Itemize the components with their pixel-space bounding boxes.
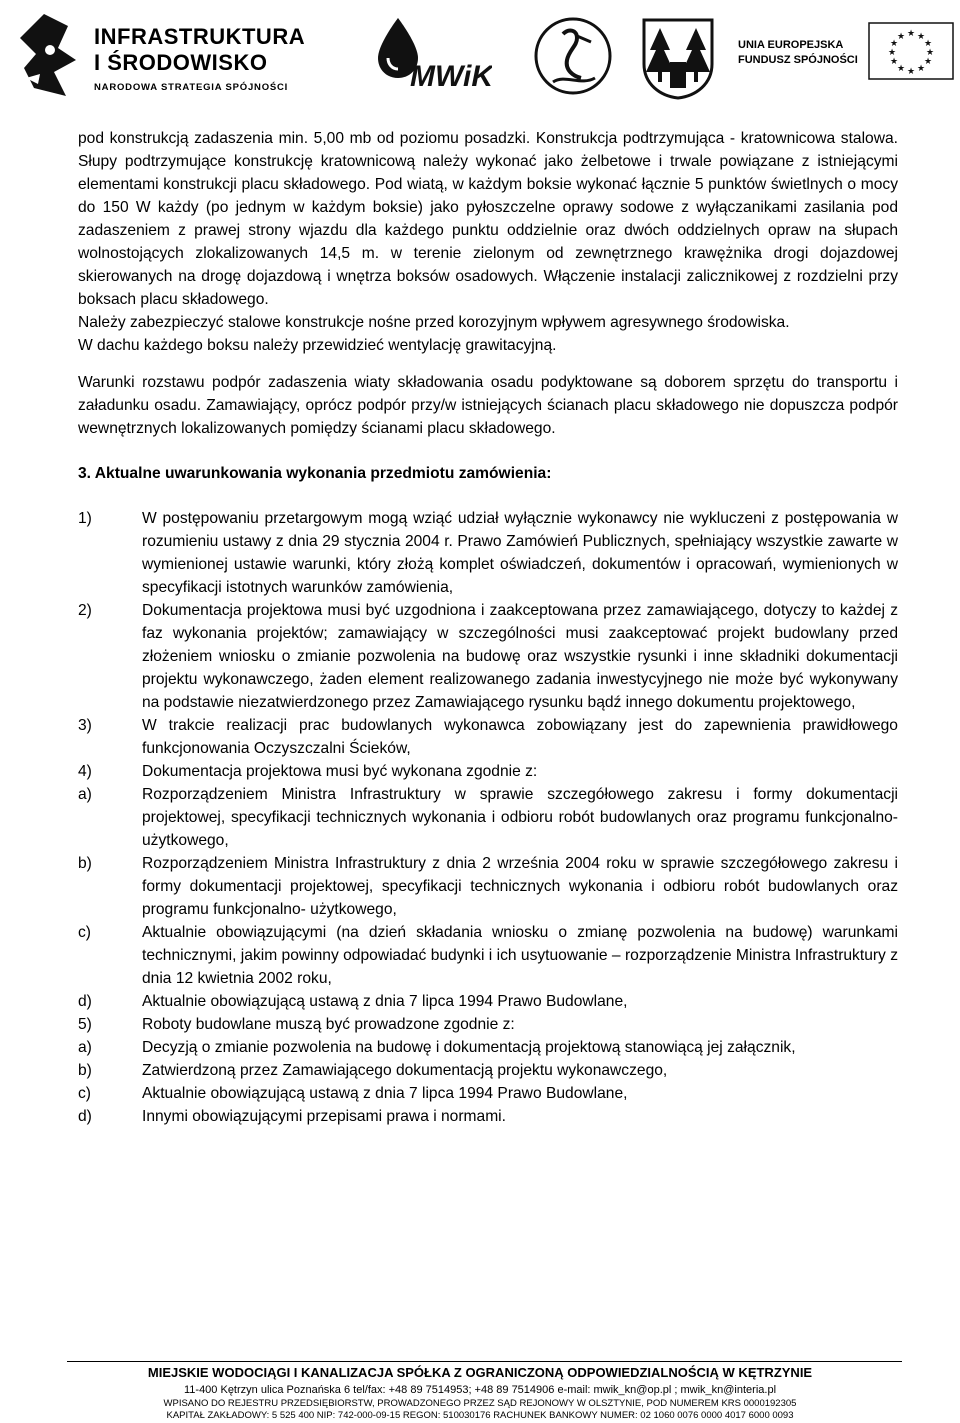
logo-line-2: I ŚRODOWISKO	[94, 50, 268, 75]
list-item-label: b)	[78, 1062, 92, 1079]
list-item-text: Aktualnie obowiązującymi (na dzień składania wniosku o zmianę pozwolenia na budowę) warunkami technicznymi, jakim powinny odpowiadać budynki i ich usytuowanie – rozporządzenie Ministra Infrastruktury z dnia 12 kwietnia 2002 roku,	[142, 924, 898, 987]
svg-text:★: ★	[916, 64, 926, 74]
footer-company-name: MIEJSKIE WODOCIĄGI I KANALIZACJA SPÓŁKA Z OGRANICZONĄ ODPOWIEDZIALNOŚCIĄ W KĘTRZYNIE	[147, 1365, 813, 1380]
list-item-label: 2)	[78, 602, 92, 619]
logo-line-1: INFRASTRUKTURA	[94, 24, 306, 49]
list-item	[78, 1082, 898, 1105]
svg-text:★: ★	[925, 48, 935, 58]
list-item-text: W trakcie realizacji prac budowlanych wykonawca zobowiązany jest do zapewnienia prawidłowego funkcjonowania Oczyszczalni Ścieków,	[142, 717, 898, 757]
eu-logo-line-2: FUNDUSZ SPÓJNOŚCI	[738, 54, 858, 66]
section-number: 3.	[78, 465, 92, 482]
svg-text:★: ★	[923, 57, 933, 67]
svg-text:★: ★	[923, 39, 933, 49]
logo-line-3: NARODOWA STRATEGIA SPÓJNOŚCI	[94, 82, 289, 93]
stork-icon	[533, 16, 613, 96]
list-item-text: Dokumentacja projektowa musi być wykonana zgodnie z:	[142, 763, 538, 780]
mwik-drop-icon	[372, 14, 492, 94]
list-item-label: b)	[78, 855, 92, 872]
list-item	[78, 990, 898, 1013]
paragraph-ventilation: W dachu każdego boksu należy przewidzieć wentylację grawitacyjną.	[78, 337, 557, 354]
document-body	[78, 127, 898, 1128]
list-item	[78, 507, 898, 599]
svg-text:★: ★	[916, 32, 926, 42]
list-item-label: a)	[78, 1039, 92, 1056]
list-item-text: W postępowaniu przetargowym mogą wziąć udział wyłącznie wykonawcy nie wykluczeni z postępowania w rozumieniu ustawy z dnia 29 stycznia 2004 r. Prawo Zamówień Publicznych, spełniający wszystkie zawarte w wymienionej ustawie warunki, który złożą komplet oświadczeń, dokumentów i opracowań, wymienionych w specyfikacji istotnych warunków zamówienia,	[142, 510, 898, 596]
list-item-text: Rozporządzeniem Ministra Infrastruktury w sprawie szczegółowego zakresu i formy dokumentacji projektowej, specyfikacji technicznych wykonania i odbioru robót budowlanych oraz programu funkcjonalno- użytkowego,	[142, 786, 898, 849]
footer-divider	[67, 1361, 902, 1362]
list-item	[78, 1059, 898, 1082]
list-item-text: Zatwierdzoną przez Zamawiającego dokumentacją projektu wykonawczego,	[142, 1062, 668, 1079]
town-crest	[640, 16, 716, 100]
conditions-list	[78, 507, 898, 1128]
list-item-text: Aktualnie obowiązującą ustawą z dnia 7 lipca 1994 Prawo Budowlane,	[142, 1085, 628, 1102]
list-item-label: a)	[78, 786, 92, 803]
list-item-text: Decyzją o zmianie pozwolenia na budowę i dokumentacją projektową stanowiącą jej załącznik,	[142, 1039, 796, 1056]
footer-capital: KAPITAŁ ZAKŁADOWY: 5 525 400 NIP: 742-000-09-15 REGON: 510030176 RACHUNEK BANKOWY NUMER: 02 1060 0076 0000 4017 6000 0093	[166, 1410, 794, 1421]
list-item-text: Innymi obowiązującymi przepisami prawa i normami.	[142, 1108, 506, 1125]
list-item-label: d)	[78, 1108, 92, 1125]
list-item-label: 5)	[78, 1016, 92, 1033]
list-item	[78, 1105, 898, 1128]
footer-address: 11-400 Kętrzyn ulica Poznańska 6 tel/fax: +48 89 7514953; +48 89 7514906 e-mail: mwik_kn@op.pl ; mwik_kn@interia.pl	[183, 1384, 777, 1396]
infrastruktura-srodowisko-logo	[14, 8, 314, 108]
list-item-label: c)	[78, 1085, 91, 1102]
list-item	[78, 921, 898, 990]
svg-text:★: ★	[889, 39, 899, 49]
list-item-text: Dokumentacja projektowa musi być uzgodniona i zaakceptowana przez zamawiającego, dotyczy to każdej z faz wykonania projektów; zamawiający w szczególności musi zaakceptować projekt budowlany przed złożeniem wniosku o zmianie pozwolenia na budowę oraz wszystkie rysunki i inne składniki dokumentacji projektu wykonawczego, żaden element realizowanego zadania inwestycyjnego nie może być wykonywany na podstawie niezatwierdzonego przez Zamawiającego rysunku bądź innego dokumentu projektowego,	[142, 602, 898, 711]
list-item	[78, 760, 898, 783]
stork-emblem	[533, 16, 613, 96]
list-item-text: Rozporządzeniem Ministra Infrastruktury z dnia 2 września 2004 roku w sprawie szczegółowego zakresu i formy dokumentacji projektowej, specyfikacji technicznych wykonania i odbioru robót budowlanych oraz programu funkcjonalno- użytkowego,	[142, 855, 898, 918]
svg-text:★: ★	[896, 32, 906, 42]
section-title: Aktualne uwarunkowania wykonania przedmiotu zamówienia:	[94, 465, 552, 482]
list-item-label: 3)	[78, 717, 92, 734]
list-item	[78, 852, 898, 921]
svg-text:★: ★	[906, 67, 916, 77]
page-header	[0, 0, 960, 118]
list-item	[78, 714, 898, 760]
footer-registry: WPISANO DO REJESTRU PRZEDSIĘBIORSTW, PROWADZONEGO PRZEZ SĄD REJONOWY W OLSZTYNIE, POD NUMEREM KRS 0000192305	[163, 1398, 797, 1409]
svg-text:★: ★	[887, 48, 897, 58]
paragraph-roof-construction: pod konstrukcją zadaszenia min. 5,00 mb od poziomu posadzki. Konstrukcja podtrzymująca - kratownicowa stalowa. Słupy podtrzymujące konstrukcję kratownicową należy wykonać jako żelbetowe i trwale powiązane z istniejącymi elementami konstrukcji placu składowego. Pod wiatą, w każdym boksie wykonać łącznie 5 punktów świetlnych o mocy do 150 W każdy (po jednym w każdym boksie) jako pyłoszczelne oprawy sodowe z wyłączanikami zasilania pod zadaszeniem z prawej strony wjazdu dla każdego punktu oddzielnie oraz dwóch oddzielnych opraw na słupach wolnostojących zlokalizowanych 14,5 m. w terenie zielonym od zewnętrznego krawężnika drogi dojazdowej skierowanych na drogę dojazdową i wnętrza boksów osadowych. Włączenie instalacji zalicznikowej z rozdzielni przy boksach placu składowego.	[78, 130, 898, 308]
list-item-text: Roboty budowlane muszą być prowadzone zgodnie z:	[142, 1016, 515, 1033]
list-item-text: Aktualnie obowiązującą ustawą z dnia 7 lipca 1994 Prawo Budowlane,	[142, 993, 628, 1010]
list-item-label: c)	[78, 924, 91, 941]
svg-text:★: ★	[896, 64, 906, 74]
list-item-label: d)	[78, 993, 92, 1010]
list-item	[78, 783, 898, 852]
mwik-logo-text: MWiK	[410, 60, 492, 93]
eu-logo-line-1: UNIA EUROPEJSKA	[738, 39, 844, 51]
section-heading	[78, 462, 898, 485]
mwik-logo	[372, 14, 492, 94]
svg-text:★: ★	[889, 57, 899, 67]
paragraph-supports: Warunki rozstawu podpór zadaszenia wiaty składowania osadu podyktowane są doborem sprzętu do transportu i załadunku osadu. Zamawiający, oprócz podpór przy/w istniejących ścianach placu składowego nie dopuszcza podpór wewnętrznych lokalizowanych pomiędzy ścianami placu składowego.	[78, 374, 898, 437]
list-item	[78, 1036, 898, 1059]
list-item-label: 4)	[78, 763, 92, 780]
eu-logo-text	[738, 38, 858, 68]
list-item	[78, 1013, 898, 1036]
list-item	[78, 599, 898, 714]
svg-text:★: ★	[906, 29, 916, 39]
list-item-label: 1)	[78, 510, 92, 527]
eu-stars-icon	[868, 22, 954, 80]
eu-flag	[868, 22, 954, 80]
globe-emblem-icon	[14, 8, 88, 108]
crest-trees-icon	[640, 16, 716, 100]
paragraph-corrosion: Należy zabezpieczyć stalowe konstrukcje nośne przed korozyjnym wpływem agresywnego środowiska.	[78, 314, 790, 331]
